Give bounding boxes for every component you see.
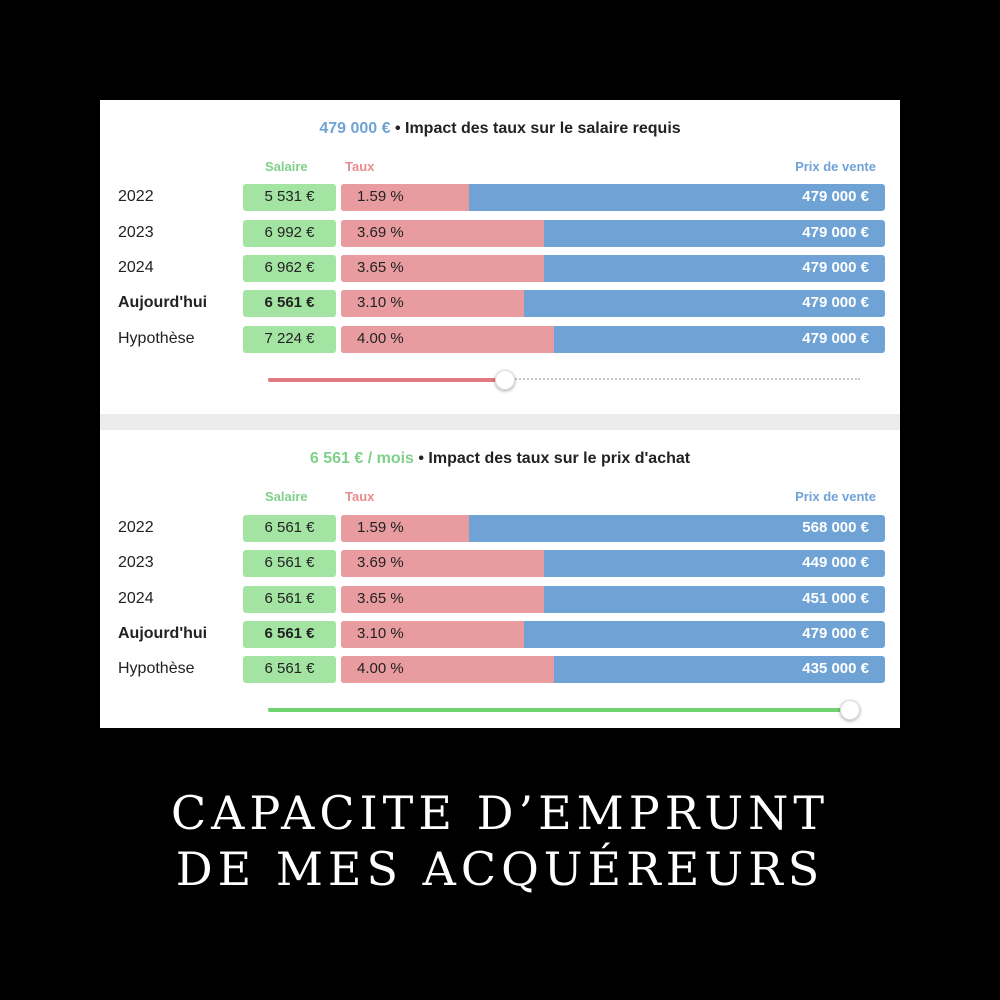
price-bar <box>341 326 885 353</box>
header-prix-de-vente: Prix de vente <box>795 159 876 174</box>
table-row <box>100 515 900 542</box>
panel-divider <box>100 414 900 430</box>
row-year: 2022 <box>118 519 154 536</box>
price-bar <box>341 550 885 577</box>
rate-slider[interactable] <box>268 370 860 390</box>
header-taux: Taux <box>345 489 375 504</box>
salary-cell: 6 561 € <box>243 656 336 683</box>
row-year: 2024 <box>118 259 154 276</box>
row-year: Aujourd'hui <box>118 294 208 311</box>
rate-value: 3.69 % <box>357 224 404 241</box>
price-bar <box>341 586 885 613</box>
rate-value: 3.65 % <box>357 590 404 607</box>
row-year: 2024 <box>118 590 154 607</box>
slider-fill <box>268 708 860 712</box>
salary-cell: 6 561 € <box>243 621 336 648</box>
salary-cell: 6 561 € <box>243 515 336 542</box>
salary-impact-panel <box>100 100 900 414</box>
caption-line-1: CAPACITE D’EMPRUNT <box>170 786 830 840</box>
price-bar <box>341 220 885 247</box>
price-bar <box>341 184 885 211</box>
row-year: Aujourd'hui <box>118 625 208 642</box>
rate-value: 3.10 % <box>357 625 404 642</box>
panel-title <box>100 450 900 468</box>
table-row <box>100 220 900 247</box>
salary-cell: 6 962 € <box>243 255 336 282</box>
price-value: 451 000 € <box>802 590 869 607</box>
table-row <box>100 290 900 317</box>
caption-line-2: DE MES ACQUÉREURS <box>175 842 825 896</box>
price-value: 449 000 € <box>802 554 869 571</box>
row-year: 2023 <box>118 224 154 241</box>
price-bar <box>341 290 885 317</box>
salary-cell: 6 561 € <box>243 290 336 317</box>
price-value: 479 000 € <box>802 259 869 276</box>
price-value: 479 000 € <box>802 625 869 642</box>
rate-value: 3.69 % <box>357 554 404 571</box>
row-year: Hypothèse <box>118 330 195 347</box>
price-value: 568 000 € <box>802 519 869 536</box>
rate-value: 4.00 % <box>357 660 404 677</box>
row-year: 2023 <box>118 554 154 571</box>
table-row <box>100 550 900 577</box>
price-value: 435 000 € <box>802 660 869 677</box>
row-year: 2022 <box>118 188 154 205</box>
rate-value: 1.59 % <box>357 188 404 205</box>
price-bar <box>341 656 885 683</box>
panel-title-accent: 6 561 € / mois <box>309 450 414 467</box>
salary-cell: 6 992 € <box>243 220 336 247</box>
price-value: 479 000 € <box>802 188 869 205</box>
header-salaire: Salaire <box>265 489 308 504</box>
header-salaire: Salaire <box>265 159 308 174</box>
slider-thumb[interactable] <box>840 700 860 720</box>
price-value: 479 000 € <box>802 294 869 311</box>
table-row <box>100 621 900 648</box>
row-year: Hypothèse <box>118 660 195 677</box>
price-bar <box>341 255 885 282</box>
price-value: 479 000 € <box>802 330 869 347</box>
header-taux: Taux <box>345 159 375 174</box>
salary-cell: 7 224 € <box>243 326 336 353</box>
table-row <box>100 255 900 282</box>
salary-cell: 6 561 € <box>243 586 336 613</box>
rate-value: 3.10 % <box>357 294 404 311</box>
rate-value: 1.59 % <box>357 519 404 536</box>
header-prix-de-vente: Prix de vente <box>795 489 876 504</box>
salary-slider[interactable] <box>268 700 860 720</box>
table-row <box>100 326 900 353</box>
purchase-price-impact-panel <box>100 430 900 728</box>
rate-value: 4.00 % <box>357 330 404 347</box>
table-row <box>100 656 900 683</box>
panel-title-text: • Impact des taux sur le salaire requis <box>390 120 681 137</box>
slider-thumb[interactable] <box>495 370 515 390</box>
salary-cell: 5 531 € <box>243 184 336 211</box>
rate-value: 3.65 % <box>357 259 404 276</box>
price-bar <box>341 515 885 542</box>
salary-cell: 6 561 € <box>243 550 336 577</box>
price-bar <box>341 621 885 648</box>
panel-title-accent: 479 000 € <box>319 120 391 137</box>
table-row <box>100 184 900 211</box>
slider-fill <box>268 378 505 382</box>
price-value: 479 000 € <box>802 224 869 241</box>
panel-title-text: • Impact des taux sur le prix d'achat <box>413 450 691 467</box>
table-row <box>100 586 900 613</box>
panel-title <box>100 120 900 138</box>
